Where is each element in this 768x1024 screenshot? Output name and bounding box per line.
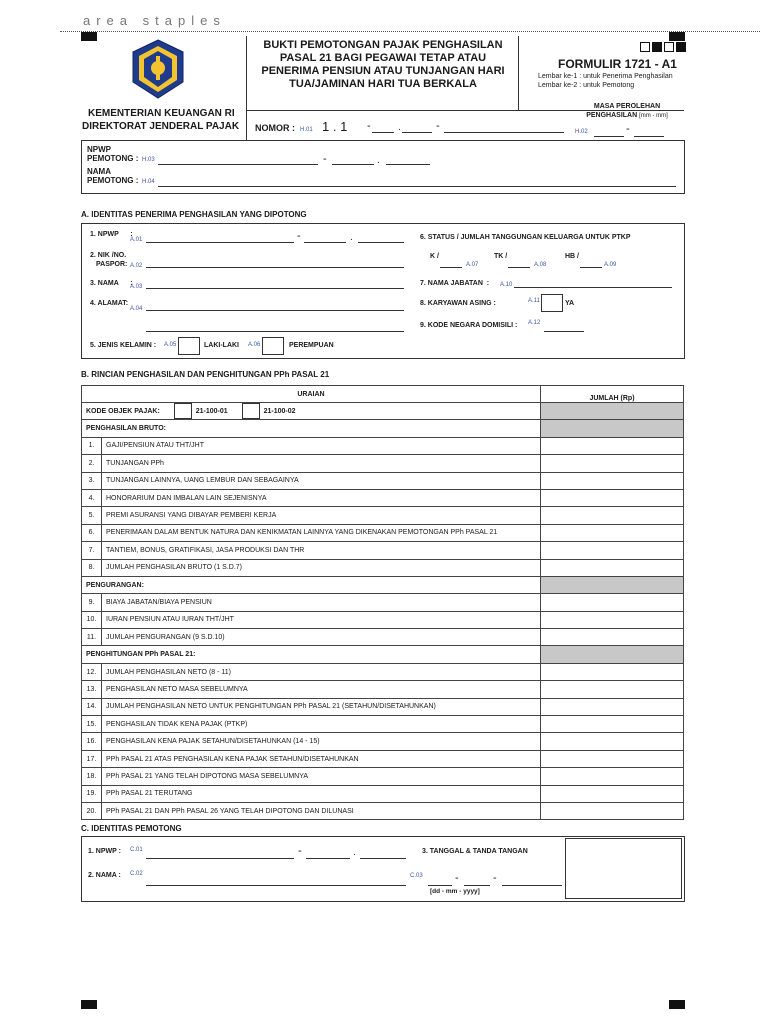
laki-laki-label: LAKI-LAKI [204,342,239,349]
c-nama-code: C.02 [130,871,143,877]
table-row [82,698,684,715]
row-number: 5. [82,507,102,524]
row-description: PENGHASILAN TIDAK KENA PAJAK (PTKP) [102,716,541,733]
row-description: PPh PASAL 21 YANG TELAH DIPOTONG MASA SEBELUMNYA [102,768,541,785]
row-amount-field[interactable] [541,785,684,802]
c-nama-label: 2. NAMA : [88,872,121,879]
a-hb-label: HB / [565,253,579,260]
corner-mark-tr [669,32,685,41]
row-description: PENGHASILAN KENA PAJAK SETAHUN/DISETAHUNKAN (14 - 15) [102,733,541,750]
row-description: HONORARIUM DAN IMBALAN LAIN SEJENISNYA [102,489,541,506]
kode-1-label: 21-100-01 [195,408,228,416]
row-description: JUMLAH PENGHASILAN NETO UNTUK PENGHITUNGAN PPh PASAL 21 (SETAHUN/DISETAHUNKAN) [102,698,541,715]
row-description: PPh PASAL 21 DAN PPh PASAL 26 YANG TELAH DIPOTONG DAN DILUNASI [102,802,541,819]
a-hb-field[interactable] [580,267,602,268]
row-description: GAJI/PENSIUN ATAU THT/JHT [102,437,541,454]
row-number: 18. [82,768,102,785]
bruto-section-title: PENGHASILAN BRUTO: [82,420,541,437]
a-k-code: A.07 [466,262,479,268]
nomor-dash-2: - [436,120,440,132]
a-negara-field[interactable] [544,331,584,332]
a-status-label: 6. STATUS / JUMLAH TANGGUNGAN KELUARGA UNTUK PTKP [420,234,631,241]
bruto-section-row [82,420,684,437]
laki-laki-checkbox[interactable] [178,337,200,355]
table-row [82,594,684,611]
row-amount-field[interactable] [541,507,684,524]
a-jabatan-label: 7. NAMA JABATAN : [420,280,490,287]
kode-1-checkbox[interactable] [174,403,192,419]
table-row [82,472,684,489]
row-description: PREMI ASURANSI YANG DIBAYAR PEMBERI KERJA [102,507,541,524]
npwp-pemotong-label: NPWP PEMOTONG : [87,145,139,163]
header-divider-left [246,36,247,140]
a-nama-code: A.03 [130,284,143,290]
table-row [82,750,684,767]
table-row [82,733,684,750]
staples-label: area staples [83,13,226,28]
row-number: 9. [82,594,102,611]
nomor-field-3[interactable] [444,132,564,133]
pengurangan-section-title: PENGURANGAN: [82,576,541,593]
a-nik-field[interactable] [146,267,404,268]
corner-mark-bl [81,1000,97,1009]
npwp-pemotong-code: H.03 [142,157,155,163]
row-number: 7. [82,542,102,559]
nomor-label: NOMOR : [255,123,295,133]
row-amount-field[interactable] [541,716,684,733]
table-row [82,611,684,628]
signature-box[interactable] [565,838,682,899]
masa-code: H.02 [575,129,588,135]
table-row [82,489,684,506]
row-number: 15. [82,716,102,733]
kode-2-label: 21-100-02 [263,408,296,416]
c-date-dash-1: - [455,872,459,884]
row-amount-field[interactable] [541,542,684,559]
row-amount-field[interactable] [541,455,684,472]
pengurangan-rows [82,594,684,646]
col-jumlah-header: JUMLAH (Rp) [541,386,684,403]
row-amount-field[interactable] [541,663,684,680]
row-amount-field[interactable] [541,594,684,611]
table-row [82,785,684,802]
c-npwp-dot: . [353,847,356,858]
pengurangan-section-amount [541,576,684,593]
row-description: BIAYA JABATAN/BIAYA PENSIUN [102,594,541,611]
row-description: TUNJANGAN PPh [102,455,541,472]
npwp-pemotong-field-3[interactable] [386,164,430,165]
a-tk-label: TK / [494,253,508,260]
row-number: 4. [82,489,102,506]
row-amount-field[interactable] [541,472,684,489]
a-tk-code: A.08 [534,262,547,268]
table-row [82,681,684,698]
kode-objek-label: KODE OBJEK PAJAK: [86,408,160,416]
masa-end-field[interactable] [634,136,664,137]
row-number: 12. [82,663,102,680]
table-row [82,524,684,541]
c-nama-field[interactable] [146,885,406,886]
nomor-dot: . [398,122,401,133]
a-negara-label: 9. KODE NEGARA DOMISILI : [420,322,518,329]
c-date-dash-2: - [493,872,497,884]
row-number: 6. [82,524,102,541]
a-alamat-field-1[interactable] [146,310,404,311]
row-number: 16. [82,733,102,750]
masa-label: MASA PEROLEHAN PENGHASILAN [mm - mm] [586,103,668,119]
table-row [82,768,684,785]
row-amount-field[interactable] [541,733,684,750]
kode-objek-amount [541,403,684,420]
ministry-name: KEMENTERIAN KEUANGAN RI [88,108,235,119]
row-description: JUMLAH PENGHASILAN NETO (8 - 11) [102,663,541,680]
row-description: PENERIMAAN DALAM BENTUK NATURA DAN KENIKMATAN LAINNYA YANG DIKENAKAN PEMOTONGAN PPh PASAL 21 [102,524,541,541]
row-description: JUMLAH PENGHASILAN BRUTO (1 S.D.7) [102,559,541,576]
col-uraian-header: URAIAN [82,386,541,403]
table-row [82,507,684,524]
row-amount-field[interactable] [541,698,684,715]
nomor-dash-1: - [367,120,371,132]
a-nama-field[interactable] [146,288,404,289]
lembar-2-note: Lembar ke-2 : untuk Pemotong [538,82,635,89]
perempuan-checkbox[interactable] [262,337,284,355]
npwp-pemotong-dot: . [377,155,380,166]
a-alamat-field-2[interactable] [146,331,404,332]
row-description: TANTIEM, BONUS, GRATIFIKASI, JASA PRODUKSI DAN THR [102,542,541,559]
nomor-field-2[interactable] [402,132,432,133]
a-k-label: K / [430,253,439,260]
c-date-format: [dd - mm - yyyy] [430,888,480,895]
nama-pemotong-field[interactable] [158,186,676,187]
perempuan-label: PEREMPUAN [289,342,334,349]
masa-format: [mm - mm] [639,113,668,119]
row-number: 13. [82,681,102,698]
kode-objek-row [82,403,684,420]
penghitungan-section-title: PENGHITUNGAN PPh PASAL 21: [82,646,541,663]
row-number: 17. [82,750,102,767]
npwp-pemotong-dash: - [323,153,327,165]
c-ttd-code: C.03 [410,873,423,879]
c-date-mm[interactable] [464,885,490,886]
row-number: 2. [82,455,102,472]
row-amount-field[interactable] [541,559,684,576]
row-amount-field[interactable] [541,524,684,541]
a-ya-label: YA [565,300,575,307]
row-number: 20. [82,802,102,819]
income-table [81,385,684,820]
a-nik-label: 2. NIK /NO. PASPOR: [90,252,128,268]
pengurangan-section-row [82,576,684,593]
form-code-marks [640,42,686,54]
row-description: JUMLAH PENGURANGAN (9 S.D.10) [102,629,541,646]
form-name: FORMULIR 1721 - A1 [558,57,677,71]
table-row [82,542,684,559]
row-number: 14. [82,698,102,715]
staples-dotted-line [60,31,760,32]
section-a-title: A. IDENTITAS PENERIMA PENGHASILAN YANG DIPOTONG [81,210,307,219]
table-row [82,437,684,454]
c-date-dd[interactable] [428,885,452,886]
section-a-box [81,223,685,359]
c-date-yyyy[interactable] [502,885,562,886]
nomor-field-1[interactable] [372,132,394,133]
a-npwp-dash: - [297,230,301,242]
a-jabatan-code: A.10 [500,282,513,288]
npwp-pemotong-field-2[interactable] [332,164,374,165]
form-title: BUKTI PEMOTONGAN PAJAK PENGHASILAN PASAL 21 BAGI PEGAWAI TETAP ATAU PENERIMA PENSIUN ATAU TUNJANGAN HARI TUA/JAMINAN HARI TUA BERKALA [261,39,505,90]
bruto-rows [82,437,684,576]
nomor-code: H.01 [300,127,313,133]
table-row [82,802,684,819]
corner-mark-br [669,1000,685,1009]
a-jk-code-2: A.06 [248,342,261,348]
row-description: PPh PASAL 21 ATAS PENGHASILAN KENA PAJAK SETAHUN/DISETAHUNKAN [102,750,541,767]
a-k-field[interactable] [440,267,462,268]
row-description: TUNJANGAN LAINNYA, UANG LEMBUR DAN SEBAGAINYA [102,472,541,489]
a-jk-code-1: A.05 [164,342,177,348]
row-number: 11. [82,629,102,646]
row-number: 10. [82,611,102,628]
npwp-pemotong-field-1[interactable] [158,164,318,165]
row-description: IURAN PENSIUN ATAU IURAN THT/JHT [102,611,541,628]
row-amount-field[interactable] [541,802,684,819]
table-row [82,455,684,472]
a-alamat-label: 4. ALAMAT: [90,300,129,307]
c-npwp-dash: - [298,845,302,857]
lembar-1-note: Lembar ke-1 : untuk Penerima Penghasilan [538,73,673,80]
row-amount-field[interactable] [541,629,684,646]
row-amount-field[interactable] [541,768,684,785]
a-npwp-field-2[interactable] [304,242,346,243]
kode-2-checkbox[interactable] [242,403,260,419]
row-number: 3. [82,472,102,489]
a-nik-code: A.02 [130,263,143,269]
corner-mark-tl [81,32,97,41]
row-amount-field[interactable] [541,750,684,767]
a-asing-code: A.11 [528,298,540,304]
table-row [82,663,684,680]
c-npwp-label: 1. NPWP : [88,848,121,855]
table-row [82,559,684,576]
row-number: 19. [82,785,102,802]
row-amount-field[interactable] [541,437,684,454]
nama-pemotong-code: H.04 [142,179,155,185]
penghitungan-rows [82,663,684,820]
c-npwp-field-2[interactable] [306,858,350,859]
row-number: 1. [82,437,102,454]
a-npwp-field-3[interactable] [358,242,404,243]
a-tk-field[interactable] [508,267,530,268]
bruto-section-amount [541,420,684,437]
section-b-title: B. RINCIAN PENGHASILAN DAN PENGHITUNGAN PPh PASAL 21 [81,370,330,379]
c-npwp-field-1[interactable] [146,858,294,859]
section-c-title: C. IDENTITAS PEMOTONG [81,824,182,833]
a-jabatan-field[interactable] [514,287,672,288]
a-asing-label: 8. KARYAWAN ASING : [420,300,496,307]
penghitungan-section-amount [541,646,684,663]
a-npwp-field-1[interactable] [146,242,294,243]
a-npwp-dot: . [350,232,353,243]
table-row [82,629,684,646]
penghitungan-section-row [82,646,684,663]
a-npwp-label: 1. NPWP : [90,231,133,238]
a-negara-code: A.12 [528,320,541,326]
row-description: PENGHASILAN NETO MASA SEBELUMNYA [102,681,541,698]
masa-start-field[interactable] [594,136,624,137]
table-row [82,716,684,733]
nama-pemotong-label: NAMA PEMOTONG : [87,167,139,185]
a-alamat-code: A.04 [130,306,143,312]
a-npwp-code: A.01 [130,237,143,243]
a-hb-code: A.09 [604,262,617,268]
nomor-prefix: 1 . 1 [322,119,348,134]
directorate-name: DIREKTORAT JENDERAL PAJAK [82,121,240,132]
row-amount-field[interactable] [541,681,684,698]
masa-dash: - [626,123,630,135]
c-npwp-code: C.01 [130,847,143,853]
c-npwp-field-3[interactable] [360,858,406,859]
a-jk-label: 5. JENIS KELAMIN : [90,342,157,349]
a-nama-label: 3. NAMA : [90,280,133,287]
row-number: 8. [82,559,102,576]
c-ttd-label: 3. TANGGAL & TANDA TANGAN [422,848,528,855]
row-amount-field[interactable] [541,489,684,506]
row-amount-field[interactable] [541,611,684,628]
table-header-row [82,386,684,403]
ministry-logo-icon [129,38,187,100]
row-description: PPh PASAL 21 TERUTANG [102,785,541,802]
karyawan-asing-checkbox[interactable] [541,294,563,312]
header-divider-right [518,36,519,110]
